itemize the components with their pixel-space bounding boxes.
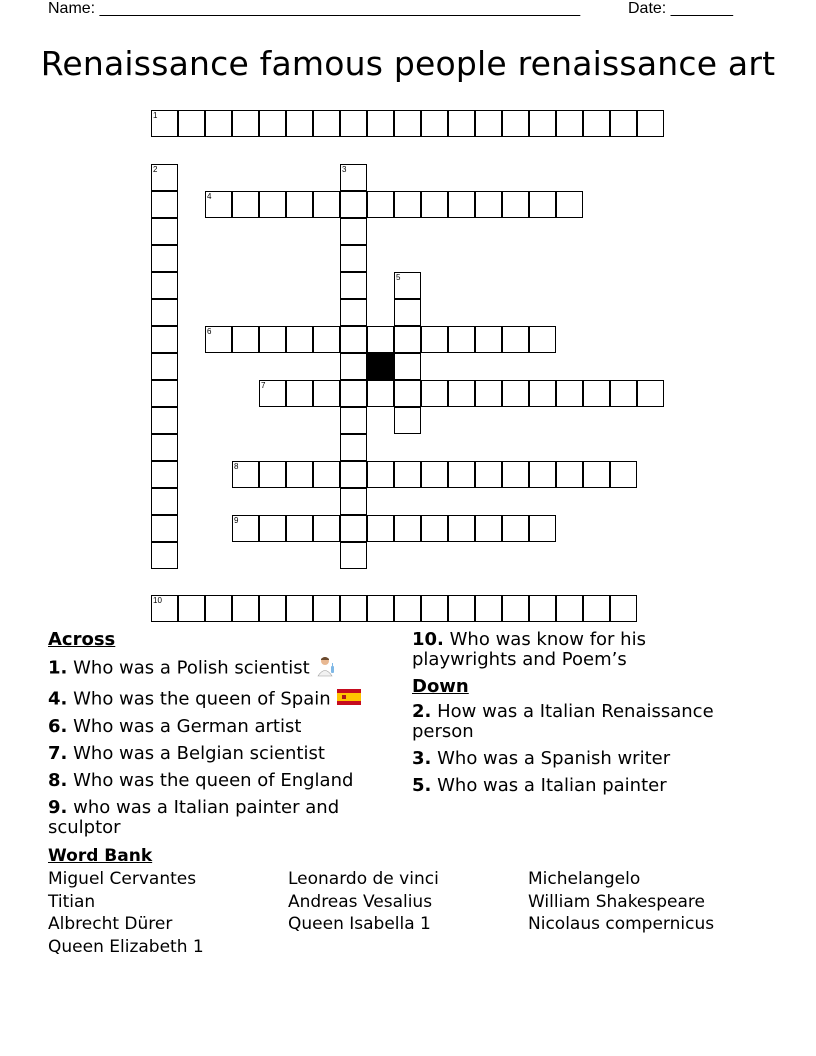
clue-number: 4.: [48, 688, 68, 710]
grid-cell[interactable]: [475, 380, 502, 407]
grid-cell[interactable]: [340, 407, 367, 434]
grid-cell[interactable]: [556, 191, 583, 218]
down-clue: [412, 702, 752, 742]
across-clue: [48, 744, 388, 764]
grid-cell[interactable]: [421, 380, 448, 407]
grid-cell[interactable]: [340, 191, 367, 218]
word-bank-item: Titian: [48, 891, 96, 912]
grid-cell[interactable]: [394, 110, 421, 137]
grid-cell[interactable]: [232, 595, 259, 622]
across-heading: Across: [48, 629, 116, 650]
grid-cell[interactable]: [151, 515, 178, 542]
name-field-label[interactable]: Name: ______________________________________________________: [48, 0, 581, 17]
clue-number: 1.: [48, 657, 68, 679]
grid-cell[interactable]: [610, 461, 637, 488]
grid-cell[interactable]: [313, 326, 340, 353]
grid-cell[interactable]: [475, 461, 502, 488]
grid-cell[interactable]: [259, 326, 286, 353]
grid-cell[interactable]: [178, 110, 205, 137]
across-clue-list: [48, 655, 388, 838]
grid-cell[interactable]: [502, 595, 529, 622]
grid-cell[interactable]: [259, 110, 286, 137]
word-bank-item: Andreas Vesalius: [288, 891, 433, 912]
grid-cell[interactable]: [394, 326, 421, 353]
grid-cell[interactable]: [340, 326, 367, 353]
grid-cell[interactable]: [394, 191, 421, 218]
across-clue: [48, 655, 388, 682]
grid-cell[interactable]: [151, 272, 178, 299]
grid-cell[interactable]: [583, 461, 610, 488]
grid-cell[interactable]: [286, 595, 313, 622]
word-bank-item: Leonardo de vinci: [288, 869, 439, 889]
grid-cell[interactable]: [502, 380, 529, 407]
down-clue: [412, 749, 752, 769]
clue-number: 10.: [412, 629, 444, 650]
grid-cell[interactable]: [556, 380, 583, 407]
grid-cell[interactable]: [205, 110, 232, 137]
word-bank-column-3: [528, 868, 714, 936]
grid-cell[interactable]: [448, 595, 475, 622]
word-bank-item: Nicolaus compernicus: [528, 914, 715, 934]
grid-cell[interactable]: [313, 380, 340, 407]
grid-cell[interactable]: [502, 461, 529, 488]
grid-cell[interactable]: [259, 461, 286, 488]
grid-cell[interactable]: [313, 515, 340, 542]
grid-cell[interactable]: [259, 595, 286, 622]
grid-cell[interactable]: [556, 461, 583, 488]
grid-cell[interactable]: [286, 326, 313, 353]
spain-flag-icon: [337, 689, 361, 710]
across-clue: [48, 689, 388, 710]
grid-cell[interactable]: [475, 515, 502, 542]
grid-cell[interactable]: [637, 380, 664, 407]
grid-cell[interactable]: [394, 407, 421, 434]
grid-cell[interactable]: [259, 515, 286, 542]
grid-cell[interactable]: [313, 461, 340, 488]
grid-cell[interactable]: [367, 191, 394, 218]
grid-cell[interactable]: [529, 326, 556, 353]
clue-number: 2.: [412, 701, 432, 722]
grid-cell[interactable]: [151, 461, 178, 488]
clue-number: 3.: [412, 748, 432, 769]
grid-cell[interactable]: [394, 595, 421, 622]
grid-cell[interactable]: [610, 110, 637, 137]
word-bank-item: Albrecht Dürer: [48, 914, 173, 934]
puzzle-title: Renaissance famous people renaissance art: [40, 44, 776, 83]
scientist-emoji-icon: [316, 655, 338, 682]
grid-cell[interactable]: [502, 191, 529, 218]
grid-cell[interactable]: [151, 353, 178, 380]
clue-text: Who was a Italian painter: [437, 775, 667, 796]
clue-number-label: 2: [153, 165, 158, 174]
clue-text: Who was know for his playwrights and Poem’s: [412, 629, 646, 670]
grid-cell[interactable]: [205, 595, 232, 622]
grid-cell[interactable]: [421, 515, 448, 542]
grid-cell[interactable]: [475, 326, 502, 353]
grid-cell[interactable]: [394, 461, 421, 488]
grid-cell[interactable]: [448, 461, 475, 488]
grid-cell[interactable]: [448, 110, 475, 137]
word-bank-column-1: [48, 868, 204, 958]
grid-cell[interactable]: [529, 595, 556, 622]
grid-cell[interactable]: [475, 595, 502, 622]
across-clue: [48, 717, 388, 737]
across-clues-column: [48, 630, 388, 845]
grid-cell[interactable]: [367, 326, 394, 353]
grid-cell[interactable]: [151, 380, 178, 407]
grid-cell[interactable]: [340, 272, 367, 299]
grid-cell[interactable]: [394, 515, 421, 542]
clue-number-label: 8: [234, 462, 239, 471]
clue-text: Who was the queen of Spain: [73, 688, 331, 710]
grid-cell[interactable]: [610, 380, 637, 407]
grid-cell[interactable]: [232, 110, 259, 137]
grid-cell[interactable]: [151, 191, 178, 218]
across-clue: [48, 798, 388, 838]
grid-cell[interactable]: [151, 434, 178, 461]
grid-cell[interactable]: [421, 461, 448, 488]
clue-text: Who was a Belgian scientist: [73, 743, 325, 764]
grid-cell[interactable]: [421, 595, 448, 622]
grid-cell[interactable]: [151, 488, 178, 515]
clue-number-label: 9: [234, 516, 239, 525]
grid-cell[interactable]: [286, 110, 313, 137]
clue-text: How was a Italian Renaissance person: [412, 701, 714, 742]
grid-cell[interactable]: [340, 515, 367, 542]
word-bank-column-2: [288, 868, 439, 936]
grid-cell[interactable]: [583, 595, 610, 622]
down-clue-list: [412, 702, 752, 796]
clue-number: 6.: [48, 716, 68, 737]
clue-across-10: [412, 630, 752, 670]
grid-cell[interactable]: [313, 595, 340, 622]
clue-number-label: 4: [207, 192, 212, 201]
word-bank-item: Queen Elizabeth 1: [48, 936, 204, 957]
grid-cell[interactable]: [151, 326, 178, 353]
down-clue: [412, 776, 752, 796]
clue-text: Who was the queen of England: [73, 770, 354, 791]
grid-cell[interactable]: [340, 353, 367, 380]
grid-cell[interactable]: [448, 515, 475, 542]
grid-cell[interactable]: [232, 326, 259, 353]
grid-cell[interactable]: [556, 110, 583, 137]
grid-cell[interactable]: [529, 380, 556, 407]
grid-cell[interactable]: [448, 326, 475, 353]
word-bank-item: William Shakespeare: [528, 891, 705, 912]
grid-cell[interactable]: [340, 110, 367, 137]
clue-number: 7.: [48, 743, 68, 764]
grid-cell[interactable]: [151, 245, 178, 272]
grid-cell[interactable]: [502, 110, 529, 137]
grid-cell[interactable]: [367, 110, 394, 137]
word-bank-item: Michelangelo: [528, 869, 641, 889]
clue-number-label: 7: [261, 381, 266, 390]
grid-cell[interactable]: [367, 380, 394, 407]
grid-cell[interactable]: [394, 380, 421, 407]
grid-cell[interactable]: [259, 191, 286, 218]
word-bank-item: Miguel Cervantes: [48, 869, 197, 889]
grid-cell[interactable]: [313, 191, 340, 218]
grid-cell[interactable]: [340, 542, 367, 569]
grid-cell[interactable]: [583, 380, 610, 407]
grid-cell[interactable]: [583, 110, 610, 137]
clue-text: who was a Italian painter and sculptor: [48, 797, 340, 838]
grid-cell[interactable]: [340, 218, 367, 245]
grid-cell[interactable]: [340, 595, 367, 622]
grid-cell[interactable]: [448, 380, 475, 407]
clue-text: Who was a Polish scientist: [73, 657, 310, 679]
clue-number: 5.: [412, 775, 432, 796]
grid-cell[interactable]: [340, 488, 367, 515]
grid-cell[interactable]: [529, 461, 556, 488]
clue-number-label: 1: [153, 111, 158, 120]
grid-cell[interactable]: [313, 110, 340, 137]
date-field-label[interactable]: Date: _______: [628, 0, 733, 17]
grid-cell[interactable]: [529, 191, 556, 218]
grid-cell[interactable]: [367, 461, 394, 488]
grid-cell[interactable]: [286, 515, 313, 542]
grid-cell[interactable]: [151, 218, 178, 245]
clue-number: 8.: [48, 770, 68, 791]
clue-number-label: 5: [396, 273, 401, 282]
grid-cell[interactable]: [502, 515, 529, 542]
grid-cell[interactable]: [394, 299, 421, 326]
grid-cell[interactable]: [637, 110, 664, 137]
grid-cell[interactable]: [421, 110, 448, 137]
grid-cell[interactable]: [340, 299, 367, 326]
grid-cell[interactable]: [502, 326, 529, 353]
grid-cell[interactable]: [340, 380, 367, 407]
grid-cell[interactable]: [151, 299, 178, 326]
right-clues-column: [412, 630, 752, 803]
grid-cell[interactable]: [610, 595, 637, 622]
grid-cell[interactable]: [178, 595, 205, 622]
grid-cell[interactable]: [340, 245, 367, 272]
grid-cell[interactable]: [394, 353, 421, 380]
clue-number-label: 6: [207, 327, 212, 336]
grid-cell[interactable]: [340, 434, 367, 461]
grid-cell[interactable]: [286, 461, 313, 488]
grid-cell[interactable]: [421, 326, 448, 353]
clue-number-label: 3: [342, 165, 347, 174]
grid-cell[interactable]: [367, 515, 394, 542]
grid-cell[interactable]: [151, 407, 178, 434]
grid-cell[interactable]: [232, 191, 259, 218]
grid-cell[interactable]: [286, 380, 313, 407]
across-clue: [48, 771, 388, 791]
grid-cell[interactable]: [556, 595, 583, 622]
clue-number: 9.: [48, 797, 68, 818]
grid-cell[interactable]: [367, 595, 394, 622]
grid-cell[interactable]: [529, 110, 556, 137]
grid-cell[interactable]: [340, 461, 367, 488]
black-cell: [367, 353, 394, 380]
clue-number-label: 10: [153, 596, 162, 605]
grid-cell[interactable]: [421, 191, 448, 218]
word-bank-item: Queen Isabella 1: [288, 914, 431, 934]
clue-text: Who was a German artist: [73, 716, 302, 737]
grid-cell[interactable]: [286, 191, 313, 218]
down-heading: Down: [412, 676, 469, 697]
grid-cell[interactable]: [475, 191, 502, 218]
word-bank-heading: Word Bank: [48, 846, 153, 866]
grid-cell[interactable]: [448, 191, 475, 218]
grid-cell[interactable]: [529, 515, 556, 542]
clue-text: Who was a Spanish writer: [437, 748, 671, 769]
grid-cell[interactable]: [151, 542, 178, 569]
grid-cell[interactable]: [475, 110, 502, 137]
